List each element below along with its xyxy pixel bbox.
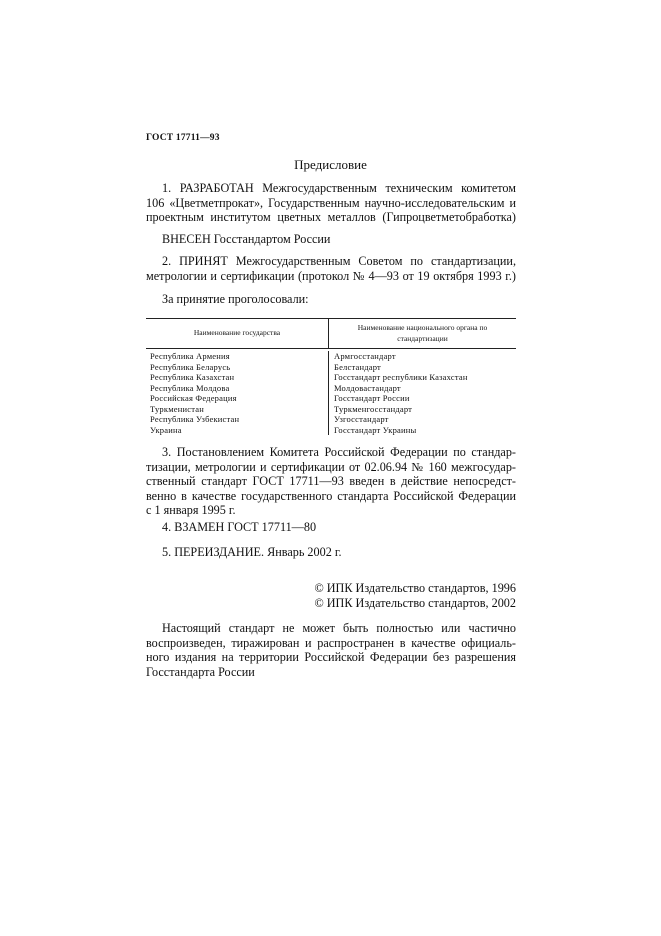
column-header-body: Наименование национального органа по стандартизации [357,323,488,343]
table-cell-body: Армгосстандарт [334,351,396,361]
section-title: Предисловие [294,157,367,172]
paragraph-adopted [146,254,516,283]
table-cell-body: Туркменгосстандарт [334,403,413,414]
paragraph-developed [146,181,516,225]
paragraph-resolution [146,445,516,518]
copyright-line: © ИПК Издательство стандартов, 2002 [314,596,516,610]
text-line: тизации, метрологии и сертификации от 02.06.94 № 160 межгосудар- [146,459,516,474]
table-cell-body: Госстандарт России [334,393,410,403]
column-header-state: Наименование государства [146,319,329,348]
bodies-column [329,351,516,435]
paragraph-notice [146,621,516,679]
table-cell-state: Украина [150,424,182,435]
text-line: Настоящий стандарт не может быть полностью или частично [162,621,516,635]
table-cell-state: Республика Молдова [150,382,230,393]
text-line: 106 «Цветметпрокат», Государственным научно-исследовательским и [146,195,516,210]
table-cell-state: Туркменистан [150,403,204,414]
text-line: 3. Постановлением Комитета Российской Федерации по стандар- [162,445,516,459]
table-cell-state: Республика Армения [150,351,230,361]
text-line: ного издания на территории Российской Федерации без разрешения [146,650,516,664]
text-line: воспроизведен, тиражирован и распространен в качестве официаль- [146,635,516,650]
text-line: проектным институтом цветных металлов (Гипроцветметобработка) [146,210,516,224]
table-header [146,318,516,349]
text-line: Госстандарта России [146,664,255,679]
text-line: 1. РАЗРАБОТАН Межгосударственным техническим комитетом [162,181,516,195]
text-line: метрологии и сертификации (протокол № 4—93 от 19 октября 1993 г.) [146,268,516,283]
paragraph-reissue: 5. ПЕРЕИЗДАНИЕ. Январь 2002 г. [162,545,342,559]
table-cell-state: Республика Беларусь [150,361,231,372]
table-cell-state: Республика Узбекистан [150,414,240,424]
table-cell-body: Молдовастандарт [334,382,401,393]
table-cell-body: Госстандарт Украины [334,424,417,435]
table-body [146,349,516,435]
document-code-header: ГОСТ 17711—93 [146,133,220,143]
table-cell-state: Российская Федерация [150,393,237,403]
paragraph-voted: За принятие проголосовали: [162,292,309,306]
paragraph-introduced: ВНЕСЕН Госстандартом России [162,232,331,246]
copyright-line: © ИПК Издательство стандартов, 1996 [314,581,516,595]
table-cell-state: Республика Казахстан [150,372,235,382]
voting-table [146,318,516,435]
text-line: венно в качестве государственного стандарта Российской Федерации [146,488,516,503]
table-cell-body: Госстандарт республики Казахстан [334,372,468,382]
table-cell-body: Узгосстандарт [334,414,389,424]
paragraph-replaces: 4. ВЗАМЕН ГОСТ 17711—80 [162,520,317,534]
copyright-block [314,581,516,611]
text-line: ственный стандарт ГОСТ 17711—93 введен в действие непосредст- [146,474,516,488]
states-column [146,351,329,435]
text-line: с 1 января 1995 г. [146,503,236,517]
text-line: 2. ПРИНЯТ Межгосударственным Советом по стандартизации, [162,254,516,268]
table-cell-body: Белстандарт [334,361,381,372]
